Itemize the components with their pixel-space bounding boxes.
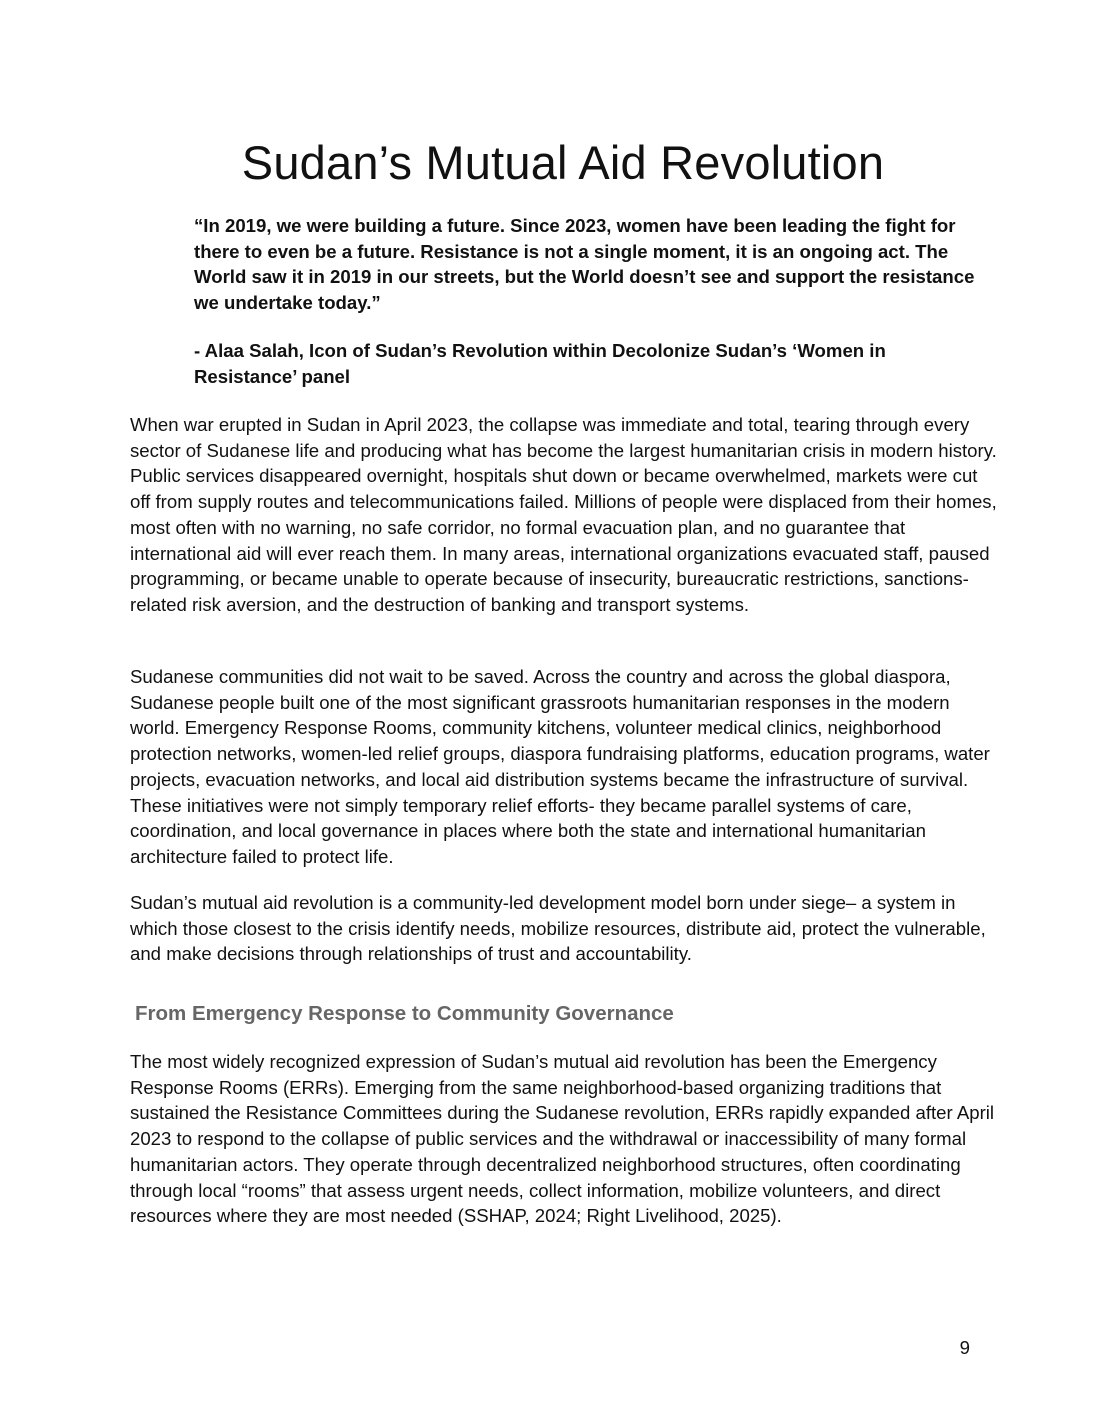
page-title: Sudan’s Mutual Aid Revolution — [241, 136, 885, 189]
page-number: 9 — [959, 1337, 970, 1358]
quote-attribution: - Alaa Salah, Icon of Sudan’s Revolution within Decolonize Sudan’s ‘Women in Resistance’ panel — [194, 340, 886, 387]
quote: “In 2019, we were building a future. Since 2023, women have been leading the fight for there to even be a future. Resistance is not a single moment, it is an ongoing act. The World saw it in 2019 in our streets, but the World doesn’t see and support the resistance we undertake today.” — [194, 215, 975, 314]
section-heading: From Emergency Response to Community Governance — [135, 1002, 674, 1025]
section-paragraph: The most widely recognized expression of Sudan’s mutual aid revolution has been the Emergency Response Rooms (ERRs). Emerging from the same neighborhood-based organizing traditions that sustained the Resistance Committees during the Sudanese revolution, ERRs rapidly expanded after April 2023 to respond to the collapse of public services and the withdrawal or inaccessibility of many formal humanitarian actors. They operate through decentralized neighborhood structures, often coordinating through local “rooms” that assess urgent needs, collect information, mobilize volunteers, and direct resources where they are most needed (SSHAP, 2024; Right Livelihood, 2025). — [130, 1051, 995, 1227]
body-paragraph: Sudan’s mutual aid revolution is a community-led development model born under siege– a system in which those closest to the crisis identify needs, mobilize resources, distribute aid, protect the vulnerable, and make decisions through relationships of trust and accountability. — [130, 892, 986, 965]
body-paragraph: When war erupted in Sudan in April 2023, the collapse was immediate and total, tearing through every sector of Sudanese life and producing what has become the largest humanitarian crisis in modern history. Public services disappeared overnight, hospitals shut down or became overwhelmed, markets were cut off from supply routes and telecommunications failed. Millions of people were displaced from their homes, most often with no warning, no safe corridor, no formal evacuation plan, and no guarantee that international aid will ever reach them. In many areas, international organizations evacuated staff, paused programming, or became unable to operate because of insecurity, bureaucratic restrictions, sanctions-related risk aversion, and the destruction of banking and transport systems. — [130, 414, 997, 615]
body-paragraph: Sudanese communities did not wait to be saved. Across the country and across the global diaspora, Sudanese people built one of the most significant grassroots humanitarian responses in the modern world. Emergency Response Rooms, community kitchens, volunteer medical clinics, neighborhood protection networks, women-led relief groups, diaspora fundraising platforms, education programs, water projects, evacuation networks, and local aid distribution systems became the infrastructure of survival. These initiatives were not simply temporary relief efforts- they became parallel systems of care, coordination, and local governance in places where both the state and international humanitarian architecture failed to protect life. — [130, 666, 990, 867]
